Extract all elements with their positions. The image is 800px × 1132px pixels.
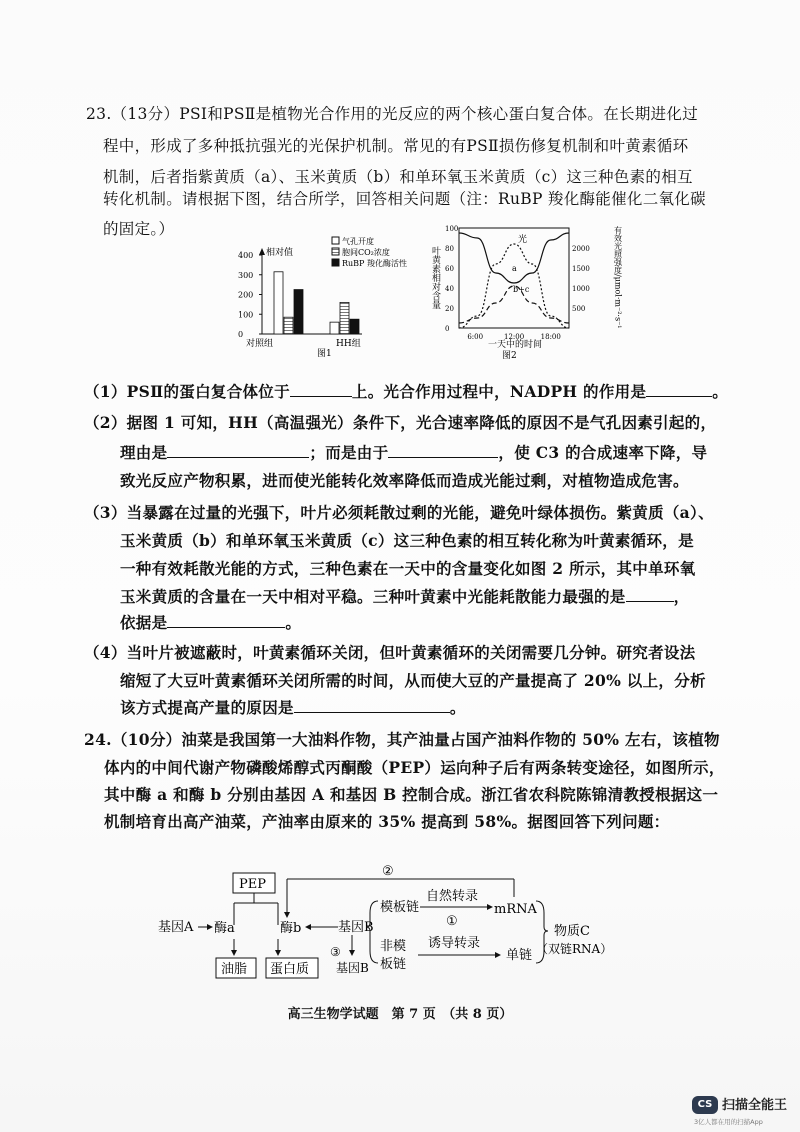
fig2-ytick-left: 80 xyxy=(445,245,454,253)
natural-transcription: 自然转录 xyxy=(426,889,479,904)
q23-line-5: 的固定。） xyxy=(103,220,175,238)
single-strand: 单链 xyxy=(506,948,533,963)
substance-c: 物质C xyxy=(554,924,590,939)
blank-7[interactable] xyxy=(294,698,450,713)
q23-p2-l3: 致光反应产物积累，进而使光能转化效率降低而造成光能过剩，对植物造成危害。 xyxy=(120,471,689,490)
legend-co2: 胞间CO₂浓度 xyxy=(342,248,390,257)
fig2-ytick-left: 100 xyxy=(445,225,459,233)
blank-5[interactable] xyxy=(626,587,674,602)
q23-p1-c: 。 xyxy=(712,382,729,401)
fig2-ytick-left: 20 xyxy=(445,305,454,313)
legend-swatch-rubp xyxy=(332,259,339,266)
fig2-xtick: 12:00 xyxy=(504,333,525,341)
q23-p4-l2: 缩短了大豆叶黄素循环关闭所需的时间，从而使大豆的产量提高了 20% 以上，分析 xyxy=(120,671,706,690)
blank-2[interactable] xyxy=(646,382,712,397)
fig1-bar-1-0 xyxy=(330,322,339,334)
q23-p1 xyxy=(84,382,728,402)
template-strand: 模板链 xyxy=(380,900,420,915)
camscanner-logo: CS xyxy=(692,1096,718,1114)
fig1-ytick-label: 400 xyxy=(238,251,254,260)
enzyme-a: 酶a xyxy=(214,921,235,936)
q23-p3-l5a: 依据是 xyxy=(120,613,168,632)
q23-p3-l3: 一种有效耗散光能的方式，三种色素在一天中的含量变化如图 2 所示，其中单环氧 xyxy=(120,559,696,578)
fig2-ytick-left: 0 xyxy=(445,325,450,333)
blank-3[interactable] xyxy=(167,443,309,458)
q23-p1-b: 上。光合作用过程中，NADPH 的作用是 xyxy=(351,382,647,401)
mrna: mRNA xyxy=(494,902,537,917)
oil-label: 油脂 xyxy=(221,962,248,977)
q23-p4-l3a: 该方式提高产量的原因是 xyxy=(120,698,294,717)
fig1-bar-0-0 xyxy=(274,272,283,334)
fig2-caption: 图2 xyxy=(502,351,517,361)
q23-line-4: 转化机制。请根据下图，结合所学，回答相关问题（注：RuBP 羧化酶能催化二氧化碳 xyxy=(103,190,706,208)
gene-a: 基因A xyxy=(158,920,194,935)
fig1-ylabel: 相对值 xyxy=(266,248,294,258)
label-3: ③ xyxy=(330,945,341,959)
fig1-bar-1-2 xyxy=(350,319,359,334)
camscanner-name: 扫描全能王 xyxy=(722,1098,788,1113)
gene-b-2: 基因B xyxy=(336,961,369,975)
fig2-ytick-right: 1500 xyxy=(572,265,590,273)
fig1-ytick-label: 0 xyxy=(238,330,244,339)
q23-p3-l5 xyxy=(120,613,301,633)
q23-p4-l3 xyxy=(120,698,466,718)
fig2-label-light: 光 xyxy=(518,235,528,245)
page-footer: 高三生物学试题 第 7 页 （共 8 页） xyxy=(287,1007,513,1022)
fig1-cat-control: 对照组 xyxy=(246,339,274,349)
pep-pathway-diagram xyxy=(150,855,670,985)
q24-line-1: 24.（10分）油菜是我国第一大油料作物，其产油量占国产油料作物的 50% 左右，该植物 xyxy=(84,730,720,749)
label-2: ② xyxy=(382,864,394,879)
q23-p3-l4 xyxy=(120,587,689,607)
nontemplate-2: 板链 xyxy=(380,957,407,972)
fig1-cat-hh: HH组 xyxy=(336,339,361,349)
legend-rubp: RuBP 羧化酶活性 xyxy=(342,259,407,268)
nontemplate-1: 非模 xyxy=(380,939,407,954)
fig2-label-bc: b+c xyxy=(513,285,530,294)
q24-line-2: 体内的中间代谢产物磷酸烯醇式丙酮酸（PEP）运向种子后有两条转变途径，如图所示， xyxy=(104,758,725,777)
q23-p3-l2: 玉米黄质（b）和单环氧玉米黄质（c）这三种色素的相互转化称为叶黄素循环，是 xyxy=(120,531,694,550)
pep-label: PEP xyxy=(239,877,266,892)
fig1-ytick-label: 200 xyxy=(238,290,254,300)
q23-p3-l4b: ， xyxy=(673,587,690,606)
fig2-xlabel: 一天中的时间 xyxy=(488,340,543,350)
fig2-xtick: 6:00 xyxy=(467,333,484,341)
fig2-xtick: 18:00 xyxy=(540,333,561,341)
fig2-ytick-right: 500 xyxy=(572,305,586,313)
camscanner-slogan: 3亿人都在用的扫描App xyxy=(694,1118,763,1126)
q23-p1-a: （1）PSⅡ的蛋白复合体位于 xyxy=(84,382,290,401)
fig2-ytick-left: 40 xyxy=(445,285,454,293)
legend-stomata: 气孔开度 xyxy=(342,237,374,246)
protein-label: 蛋白质 xyxy=(270,962,310,977)
q23-p4-l1: （4）当叶片被遮蔽时，叶黄素循环关闭，但叶黄素循环的关闭需要几分钟。研究者设法 xyxy=(84,643,696,662)
fig2-ytick-right: 2000 xyxy=(572,245,590,253)
gene-b: 基因B xyxy=(338,920,374,935)
q23-line-2: 程中，形成了多种抵抗强光的光保护机制。常见的有PSⅡ损伤修复机制和叶黄素循环 xyxy=(103,137,689,155)
q23-p4-l3b: 。 xyxy=(449,698,466,717)
fig1-ytick-label: 100 xyxy=(238,310,254,320)
fig1-caption: 图1 xyxy=(317,349,332,359)
fig2-ytick-right: 1000 xyxy=(572,285,590,293)
blank-1[interactable] xyxy=(290,382,352,397)
q23-p2-l2a: 理由是 xyxy=(120,443,168,462)
q23-p3-l5b: 。 xyxy=(285,613,302,632)
fig1-bar-1-1 xyxy=(340,302,349,334)
fig1-ytick-label: 300 xyxy=(238,270,254,280)
q23-p2-l2b: ；而是由于 xyxy=(309,443,389,462)
induced-transcription: 诱导转录 xyxy=(428,936,481,951)
q23-p2-l2 xyxy=(120,443,707,463)
fig1-bar-0-2 xyxy=(294,290,303,334)
fig2-ylabel-right: 有效光照强度/μmol·m⁻²·s⁻¹ xyxy=(613,226,623,329)
legend-swatch-stomata xyxy=(332,237,339,244)
fig2-ylabel-left: 叶黄素相对含量 xyxy=(430,246,440,309)
figure-1-bar-chart xyxy=(232,237,412,359)
blank-6[interactable] xyxy=(167,613,285,628)
dsrna: （双链RNA） xyxy=(536,942,613,956)
q23-line-3: 机制，后者指紫黄质（a）、玉米黄质（b）和单环氧玉米黄质（c）这三种色素的相互 xyxy=(103,168,693,186)
fig1-bar-0-1 xyxy=(284,317,293,334)
q23-p2-l2c: ，使 C3 的合成速率下降，导 xyxy=(498,443,708,462)
q23-p3-l1: （3）当暴露在过量的光强下，叶片必须耗散过剩的光能，避免叶绿体损伤。紫黄质（a）、 xyxy=(84,503,714,522)
fig2-label-a: a xyxy=(512,264,517,273)
fig2-ytick-left: 60 xyxy=(445,265,454,273)
q23-p3-l4a: 玉米黄质的含量在一天中相对平稳。三种叶黄素中光能耗散能力最强的是 xyxy=(120,587,626,606)
q23-line-1: 23.（13分）PSⅠ和PSⅡ是植物光合作用的光反应的两个核心蛋白复合体。在长期进化过 xyxy=(86,105,699,123)
q24-line-3: 其中酶 a 和酶 b 分别由基因 A 和基因 B 控制合成。浙江省农科院陈锦清教授根据这一 xyxy=(104,785,719,804)
q23-p2-l1: （2）据图 1 可知，HH（高温强光）条件下，光合速率降低的原因不是气孔因素引起的， xyxy=(84,413,717,432)
enzyme-b: 酶b xyxy=(280,921,302,936)
blank-4[interactable] xyxy=(388,443,498,458)
figure-2-line-chart xyxy=(430,224,623,361)
label-1: ① xyxy=(446,914,458,929)
q24-line-4: 机制培育出高产油菜，产油率由原来的 35% 提高到 58%。据图回答下列问题： xyxy=(104,812,670,831)
legend-swatch-co2 xyxy=(332,248,339,255)
fig2-series-1 xyxy=(459,233,569,283)
